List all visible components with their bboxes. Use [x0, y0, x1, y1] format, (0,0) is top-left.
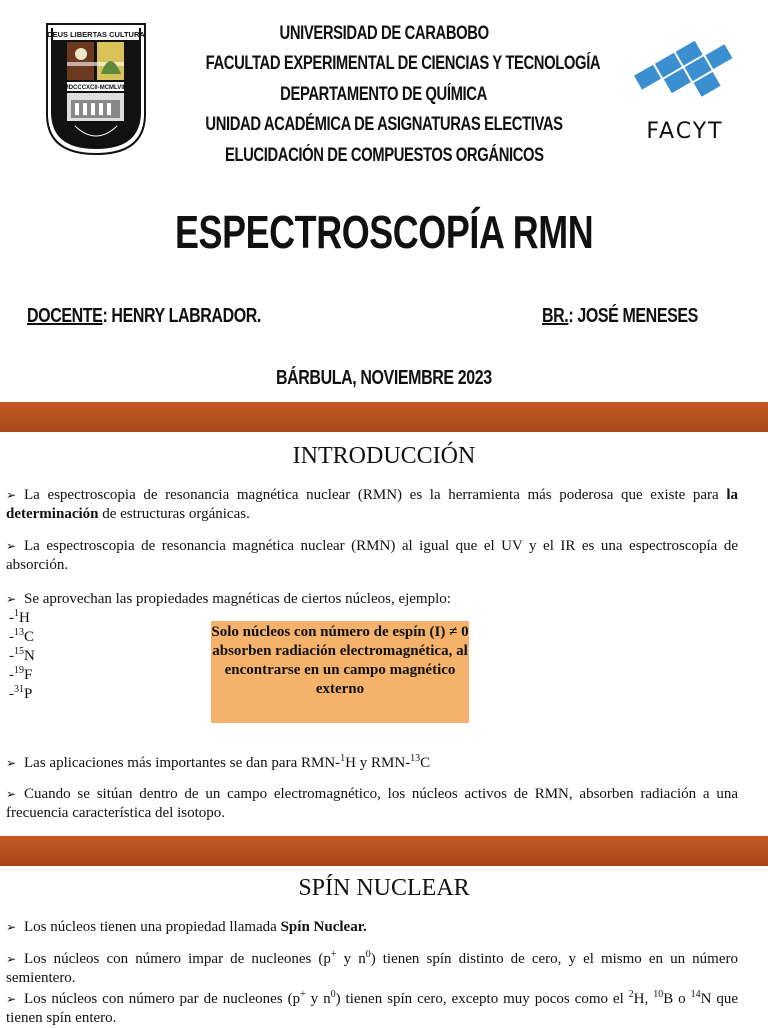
intro-bullet-3: ➢ Se aprovechan las propiedades magnéticas de ciertos núcleos, ejemplo:	[6, 591, 451, 607]
docente-name: : HENRY LABRADOR.	[102, 305, 261, 327]
spin-bullet-3: ➢ Los núcleos con número par de nucleones (p+ y $n^0$) tienen spín cero, excepto muy pocos como el $^2$H, $^{10}$B o $^{14}$N que tienen spín entero.	[6, 989, 738, 1026]
header-university: UNIVERSIDAD DE CARABOBO	[279, 23, 489, 44]
arrow-bullet-icon: ➢	[6, 592, 17, 606]
docente-line	[27, 304, 319, 328]
arrow-bullet-icon: ➢	[6, 539, 17, 553]
header-department: DEPARTAMENTO DE QUÍMICA	[280, 84, 488, 105]
seal-years: MDCCCXCII-MCMLVIII	[63, 85, 127, 91]
br-label: BR.	[542, 305, 569, 327]
seal-motto: DEUS LIBERTAS CULTURA	[47, 30, 145, 39]
date-line: BÁRBULA, NOVIEMBRE 2023	[276, 367, 492, 389]
intro-bullet-1: ➢ La espectroscopia de resonancia magnética nuclear (RMN) es la herramienta más poderosa que existe para la determinación de estructuras orgánicas.	[6, 487, 738, 522]
section-title-introduccion: INTRODUCCIÓN	[292, 443, 476, 469]
isotope-item: -$^{15}$N	[9, 646, 35, 664]
intro-bullet-5: ➢ Cuando se sitúan dentro de un campo electromagnético, los núcleos activos de RMN, absorben radiación a una frecuencia característica del isotopo.	[6, 786, 738, 821]
docente-label: DOCENTE	[27, 305, 103, 327]
university-seal	[45, 22, 147, 156]
spin-callout-box: Solo núcleos con número de espín (I) ≠ 0 absorben radiación electromagnética, al encontrarse en un campo magnético externo	[211, 621, 469, 723]
arrow-bullet-icon: ➢	[6, 756, 17, 770]
document-title: ESPECTROSCOPÍA RMN	[174, 206, 594, 258]
spin-bullet-2: ➢ Los núcleos con número impar de nucleones (p+ y $n^0$) tienen spín distinto de cero, y el mismo en un número semientero.	[6, 949, 738, 986]
facyt-logo	[626, 24, 744, 144]
section-divider-2	[0, 836, 768, 866]
intro-bullet-2: ➢ La espectroscopia de resonancia magnética nuclear (RMN) al igual que el UV y el IR es una espectroscopía de absorción.	[6, 538, 738, 573]
section-divider-1	[0, 402, 768, 432]
br-line	[542, 304, 737, 328]
isotope-item: -$^{13}$C	[9, 627, 35, 645]
arrow-bullet-icon: ➢	[6, 992, 17, 1006]
spin-bullet-1: ➢ Los núcleos tienen una propiedad llamada Spín Nuclear.	[6, 919, 367, 935]
header-unit: UNIDAD ACADÉMICA DE ASIGNATURAS ELECTIVAS	[205, 114, 563, 135]
arrow-bullet-icon: ➢	[6, 920, 17, 934]
isotope-item: -$^{31}$P	[9, 684, 33, 702]
arrow-bullet-icon: ➢	[6, 488, 17, 502]
isotope-item: -$^1$H	[9, 608, 30, 626]
isotope-item: -$^{19}$F	[9, 665, 33, 683]
arrow-bullet-icon: ➢	[6, 787, 17, 801]
section-title-spin-nuclear: SPÍN NUCLEAR	[298, 875, 470, 901]
facyt-logo-text: FACYT	[646, 119, 724, 144]
header-course: ELUCIDACIÓN DE COMPUESTOS ORGÁNICOS	[224, 145, 544, 166]
intro-bullet-4: ➢ Las aplicaciones más importantes se dan para RMN-$^1$H y RMN-$^{13}$C	[6, 753, 431, 771]
header-faculty: FACULTAD EXPERIMENTAL DE CIENCIAS Y TECNOLOGÍA	[205, 53, 601, 74]
br-name: : JOSÉ MENESES	[568, 305, 698, 327]
arrow-bullet-icon: ➢	[6, 952, 17, 966]
